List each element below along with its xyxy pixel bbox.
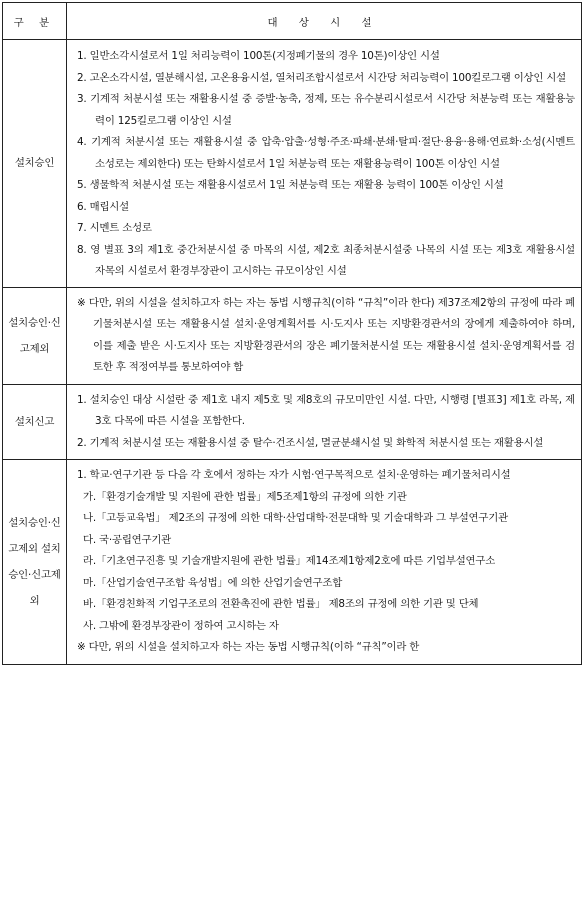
sub-item: 바.「환경친화적 기업구조로의 전환촉진에 관한 법률」 제8조의 규정에 의한 기관 및 단체 [83, 598, 479, 610]
table-header-row [3, 3, 582, 40]
note-text: ※ 다만, 위의 시설을 설치하고자 하는 자는 동법 시행규칙(이하 “규칙”이라 한 [77, 641, 420, 653]
list-item: 2. 고온소각시설, 열분해시설, 고온용융시설, 열처리조합시설로서 시간당 처리능력이 100킬로그램 이상인 시설 [77, 71, 566, 84]
report-facility-list [67, 384, 582, 460]
list-item: 1. 학교·연구기관 등 다음 각 호에서 정하는 자가 시험·연구목적으로 설치·운영하는 폐기물처리시설 [77, 469, 511, 481]
table-row [3, 287, 582, 384]
note-text: ※ 다만, 위의 시설을 설치하고자 하는 자는 동법 시행규칙(이하 “규칙”이라 한다) 제37조제2항의 규정에 따라 폐기물처분시설 또는 재활용시설 설치·운영계획서를 시·도지사 또는 지방환경관서의 장에게 제출하여야 하며, 이를 제출 받은 시·도지사 또는 지방환경관서의 장은 폐기물처분시설 또는 재활용시설 설치·운영계획서를 검토한 후 적정여부를 통보하여야 함 [77, 296, 575, 373]
list-item: 3. 기계적 처분시설 또는 재활용시설 중 증발·농축, 정제, 또는 유수분리시설로서 시간당 처분능력 또는 재활용능력이 125킬로그램 이상인 시설 [77, 93, 575, 127]
table-row [3, 40, 582, 288]
sub-item: 가.「환경기술개발 및 지원에 관한 법률」제5조제1항의 규정에 의한 기관 [83, 490, 407, 503]
list-item: 2. 기계적 처분시설 또는 재활용시설 중 탈수·건조시설, 멸균분쇄시설 및 화학적 처분시설 또는 재활용시설 [77, 436, 544, 449]
list-item: 4. 기계적 처분시설 또는 재활용시설 중 압축·압출·성형·주조·파쇄·분쇄·탈피·절단·용융·용해·연료화·소성(시멘트 소성로는 제외한다) 또는 탄화시설로서 1일 처분능력 또는 재활용능력이 100톤 이상인 시설 [77, 136, 575, 170]
facility-classification-table [2, 2, 582, 665]
sub-item: 라.「기초연구진흥 및 기술개발지원에 관한 법률」제14조제1항제2호에 따른 기업부설연구소 [83, 555, 496, 567]
list-item: 6. 매립시설 [77, 200, 129, 213]
sub-item: 사. 그밖에 환경부장관이 정하여 고시하는 자 [83, 619, 279, 632]
list-item: 5. 생물학적 처분시설 또는 재활용시설로서 1일 처분능력 또는 재활용 능력이 100톤 이상인 시설 [77, 179, 504, 191]
header-category: 구 분 [3, 3, 67, 40]
sub-item: 다. 국·공립연구기관 [83, 533, 172, 546]
header-facilities: 대 상 시 설 [67, 3, 582, 40]
category-installation-approval: 설치승인 [3, 40, 67, 288]
table-row [3, 384, 582, 460]
exempt-note [67, 287, 582, 384]
list-item: 8. 영 별표 3의 제1호 중간처분시설 중 마목의 시설, 제2호 최종처분시설중 나목의 시설 또는 제3호 재활용시설 자목의 시설로서 환경부장관이 고시하는 규모이상인 시설 [77, 243, 575, 277]
category-installation-report: 설치신고 [3, 384, 67, 460]
list-item: 7. 시멘트 소성로 [77, 222, 152, 234]
category-approval-report-exempt: 설치승인·신고제외 [3, 287, 67, 384]
research-facility-list [67, 460, 582, 665]
sub-item: 마.「산업기술연구조합 육성법」에 의한 산업기술연구조합 [83, 576, 343, 589]
list-item: 1. 설치승인 대상 시설란 중 제1호 내지 제5호 및 제8호의 규모미만인 시설. 다만, 시행령 [별표3] 제1호 라목, 제3호 다목에 따른 시설을 포함한다. [77, 393, 575, 427]
sub-item: 나.「고등교육법」 제2조의 규정에 의한 대학·산업대학·전문대학 및 기술대학과 그 부설연구기관 [83, 512, 508, 524]
approval-facility-list [67, 40, 582, 288]
category-approval-report-exempt-repeat: 설치승인·신고제외 설치승인·신고제외 [3, 460, 67, 665]
table-row [3, 460, 582, 665]
list-item: 1. 일반소각시설로서 1일 처리능력이 100톤(지정폐기물의 경우 10톤)이상인 시설 [77, 50, 440, 62]
